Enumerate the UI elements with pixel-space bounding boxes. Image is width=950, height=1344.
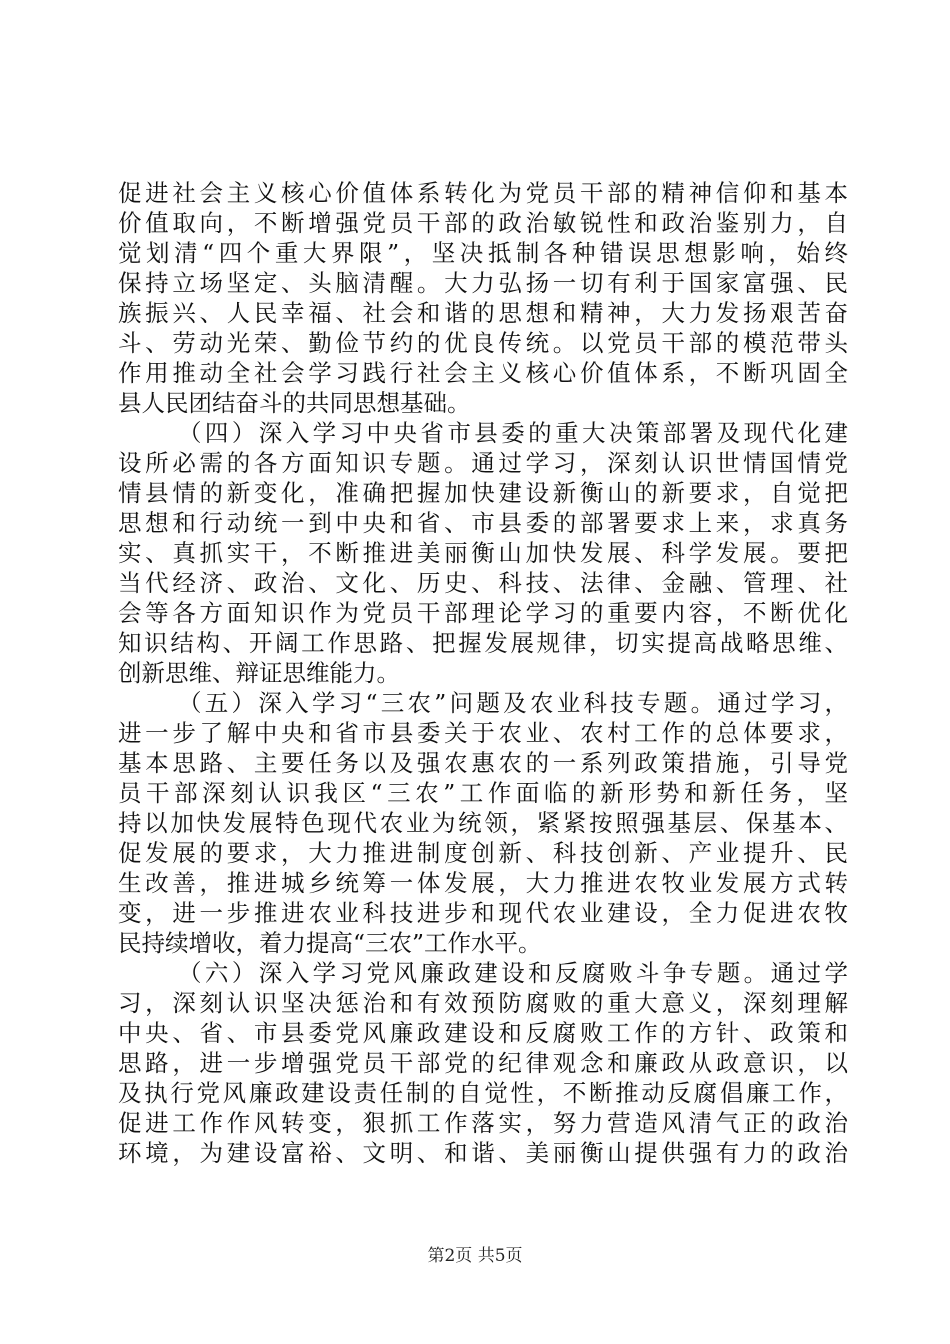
text-line: 民持续增收，着力提高“三农”工作水平。 xyxy=(118,929,542,957)
text-line: 习，深刻认识坚决惩治和有效预防腐败的重大意义，深刻理解 xyxy=(118,989,848,1017)
text-line: 保持立场坚定、头脑清醒。大力弘扬一切有利于国家富强、民 xyxy=(118,269,848,297)
text-line: 持以加快发展特色现代农业为统领，紧紧按照强基层、保基本、 xyxy=(118,809,848,837)
text-line: 设所必需的各方面知识专题。通过学习，深刻认识世情国情党 xyxy=(118,449,848,477)
text-line: 变，进一步推进农业科技进步和现代农业建设，全力促进农牧 xyxy=(118,899,848,927)
text-line: 及执行党风廉政建设责任制的自觉性，不断推动反腐倡廉工作， xyxy=(118,1079,848,1107)
text-line: 斗、劳动光荣、勤俭节约的优良传统。以党员干部的模范带头 xyxy=(118,329,848,357)
text-line: 族振兴、人民幸福、社会和谐的思想和精神，大力发扬艰苦奋 xyxy=(118,299,848,327)
text-line: 促进社会主义核心价值体系转化为党员干部的精神信仰和基本 xyxy=(118,179,848,207)
page-number-footer: 第2页 共5页 xyxy=(427,1246,523,1266)
text-line: 价值取向，不断增强党员干部的政治敏锐性和政治鉴别力，自 xyxy=(118,209,848,237)
paragraph-heading-line: （六）深入学习党风廉政建设和反腐败斗争专题。通过学 xyxy=(178,959,848,987)
text-line: 环境，为建设富裕、文明、和谐、美丽衡山提供强有力的政治 xyxy=(118,1139,848,1167)
paragraph-heading-line: （四）深入学习中央省市县委的重大决策部署及现代化建 xyxy=(178,419,848,447)
text-line: 创新思维、辩证思维能力。 xyxy=(118,659,400,687)
text-line: 思想和行动统一到中央和省、市县委的部署要求上来，求真务 xyxy=(118,509,848,537)
text-line: 当代经济、政治、文化、历史、科技、法律、金融、管理、社 xyxy=(118,569,848,597)
text-line: 思路，进一步增强党员干部党的纪律观念和廉政从政意识，以 xyxy=(118,1049,848,1077)
text-line: 进一步了解中央和省市县委关于农业、农村工作的总体要求， xyxy=(118,719,848,747)
text-line: 会等各方面知识作为党员干部理论学习的重要内容，不断优化 xyxy=(118,599,848,627)
text-line: 觉划清“四个重大界限”，坚决抵制各种错误思想影响，始终 xyxy=(118,239,848,267)
document-body xyxy=(118,178,848,1168)
text-line: 促进工作作风转变，狠抓工作落实，努力营造风清气正的政治 xyxy=(118,1109,848,1137)
text-line: 作用推动全社会学习践行社会主义核心价值体系，不断巩固全 xyxy=(118,359,848,387)
text-line: 基本思路、主要任务以及强农惠农的一系列政策措施，引导党 xyxy=(118,749,848,777)
text-line: 中央、省、市县委党风廉政建设和反腐败工作的方针、政策和 xyxy=(118,1019,848,1047)
text-line: 促发展的要求，大力推进制度创新、科技创新、产业提升、民 xyxy=(118,839,848,867)
text-line: 生改善，推进城乡统筹一体发展，大力推进农牧业发展方式转 xyxy=(118,869,848,897)
text-line: 实、真抓实干，不断推进美丽衡山加快发展、科学发展。要把 xyxy=(118,539,848,567)
text-line: 员干部深刻认识我区“三农”工作面临的新形势和新任务，坚 xyxy=(118,779,848,807)
text-line: 情县情的新变化，准确把握加快建设新衡山的新要求，自觉把 xyxy=(118,479,848,507)
text-line: 知识结构、开阔工作思路、把握发展规律，切实提高战略思维、 xyxy=(118,629,848,657)
text-line: 县人民团结奋斗的共同思想基础。 xyxy=(118,389,471,417)
paragraph-heading-line: （五）深入学习“三农”问题及农业科技专题。通过学习， xyxy=(178,689,848,717)
